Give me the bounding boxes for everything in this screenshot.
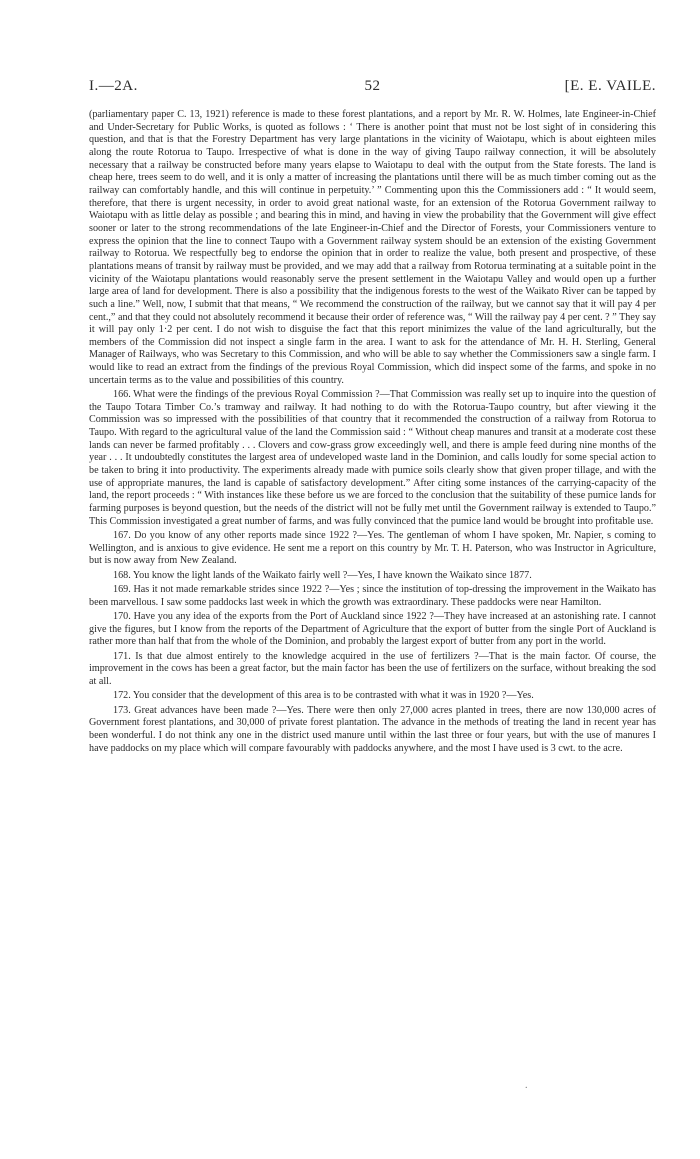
- paragraph-167: 167. Do you know of any other reports made since 1922 ?—Yes. The gentleman of whom I have spoken, Mr. Napier, s coming to Wellington, and is anxious to give evidence. He sent me a report on this country by Mr. T. H. Paterson, who was Instructor in Agriculture, but is now away from New Zealand.: [89, 530, 656, 567]
- paragraph-170: 170. Have you any idea of the exports from the Port of Auckland since 1922 ?—They have increased at an astonishing rate. I cannot give the figures, but I know from the reports of the Department of Agriculture that the export of butter from the single Port of Auckland is rather more than half that from the whole of the Dominion, and probably the largest export of butter from any port in the world.: [89, 611, 656, 648]
- paragraph-172: 172. You consider that the development of this area is to be contrasted with what it was in 1920 ?—Yes.: [113, 690, 534, 702]
- paragraph-173: 173. Great advances have been made ?—Yes. There were then only 27,000 acres planted in trees, there are now 130,000 acres of Government forest plantations, and 30,000 of private forest plantation. The advance in the methods of treating the land in recent year has been wonderful. I do not think any one in the district used manure until within the last three or four years, but with the use of manures I have paddocks on my place which will compare favourably with paddocks anywhere, and the most I have used is 3 cwt. to the acre.: [89, 704, 656, 754]
- paragraph-166: 166. What were the findings of the previous Royal Commission ?—That Commission was really set up to inquire into the question of the Taupo Totara Timber Co.’s tramway and railway. It had nothing to do with the Rotorua-Taupo country, but after viewing it the Commission was so impressed with the possibilities of that country that it recommended the construction of a railway from Rotorua to Taupo. With regard to the agricultural value of the land the Commission said : “ Without cheap manures and transit at a moderate cost these lands can never be farmed profitably . . . Clovers and cow-grass grow exceedingly well, and there is ample feed during nine months of the year . . . It undoubtedly constitutes the largest area of undeveloped waste land in the Dominion, and calls loudly for some special action to be taken to bring it into productivity. The experiments already made with pumice soils clearly show that given proper tillage, and with the use of appropriate manures, the land is capable of satisfactory development.” After citing some instances of the carrying-capacity of the land, the report proceeds : “ With instances like these before us we are forced to the conclusion that the suitability of these pumice lands for farming purposes is beyond question, but the needs of the district will not be fully met until the Government railway is extended to Taupo.” This Commission investigated a great number of farms, and was fully convinced that the pumice land would be brought into profitable use.: [89, 389, 656, 527]
- document-body: [89, 109, 656, 755]
- page-header: [89, 78, 656, 100]
- witness-name: [E. E. VAILE.: [564, 78, 656, 94]
- paragraph-168: 168. You know the light lands of the Waikato fairly well ?—Yes, I have known the Waikato since 1877.: [113, 569, 532, 581]
- paragraph-continued: (parliamentary paper C. 13, 1921) reference is made to these forest plantations, and a report by Mr. R. W. Holmes, late Engineer-in-Chief and Under-Secretary for Public Works, is quoted as follows : ‘ There is another point that must not be lost sight of in considering this question, and that is that the Forestry Department has very large plantations in the vicinity of Waiotapu, which is about eighteen miles along the route Rotorua to Taupo. Irrespective of what is done in the way of giving Taupo railway connection, it will be absolutely necessary that a railway be constructed before many years elapse to Waiotapu to deal with the output from the State forests. The land is cheap here, trees seem to do well, and it is only a matter of increasing the plantations until there will be as much timber coming out as the railway can comfortably handle, and this will continue in perpetuity.’ ” Commenting upon this the Commissioners add : “ It would seem, therefore, that there is urgent necessity, in order to avoid great national waste, for an extension of the Rotorua Government railway to Waiotapu with as little delay as possible ; and bearing this in mind, and having in view the probability that the Government will give effect sooner or later to the strong recommendations of the late Engineer-in-Chief and the Director of Forests, your Commissioners venture to express the opinion that the line to connect Taupo with a Government railway system should be an extension of the existing Government railway to Rotorua. We respectfully beg to endorse the opinion that in order to realize the value, both present and prospective, of these plantations means of transit by railway must be provided, and we may add that a railway from Rotorua terminating at a suitable point in the vicinity of the Waiotapu plantations would reasonably serve the present settlement in the Waiotapu Valley and would open up a further large area of land for development. There is also a possibility that the indigenous forests to the west of the Waikato River can be tapped by such a line.” Well, now, I submit that that means, “ We recommend the construction of the railway, but we cannot say that it will pay 4 per cent.,” and that they could not absolutely recommend it because their order of reference was, “ Will the railway pay 4 per cent. ? ” They say it will pay only 1·2 per cent. I do not wish to disguise the fact that this report minimizes the value of the land agriculturally, but the members of the Commission did not inspect a single farm in the area. I want to ask for the attendance of Mr. H. H. Sterling, General Manager of Railways, who was Secretary to this Commission, and who will be able to say whether the Commissioners saw a single farm. I would like to read an extract from the findings of the previous Royal Commission, which did inspect some of the farms, and spoke in no uncertain terms as to the value and possibilities of this country.: [89, 109, 656, 386]
- page-number: 52: [364, 78, 381, 94]
- stray-mark: .: [525, 1080, 528, 1091]
- paper-reference: I.—2A.: [89, 78, 138, 94]
- paragraph-169: 169. Has it not made remarkable strides since 1922 ?—Yes ; since the institution of top-dressing the improvement in the Waikato has been marvellous. I saw some paddocks last week in which the growth was extraordinary. These paddocks were near Hamilton.: [89, 584, 656, 608]
- paragraph-171: 171. Is that due almost entirely to the knowledge acquired in the use of fertilizers ?—That is the main factor. Of course, the improvement in the cows has been a great factor, but the main factor has been the use of fertilizers on the surface, without breaking the sod at all.: [89, 650, 656, 687]
